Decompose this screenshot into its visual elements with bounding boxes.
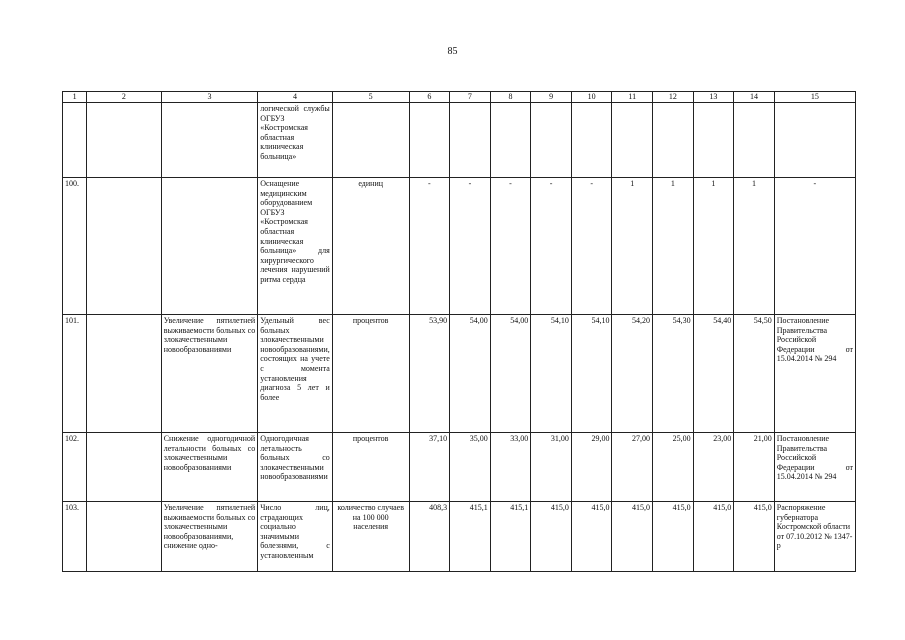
cell-value: 21,00 (734, 433, 775, 502)
cell-value: 415,1 (490, 502, 531, 572)
column-header: 13 (693, 92, 734, 103)
cell-value: 54,00 (450, 315, 491, 433)
cell-unit (332, 103, 409, 178)
cell-value: - (531, 178, 572, 315)
cell-col2 (87, 178, 162, 315)
cell-value: 415,0 (693, 502, 734, 572)
cell-value: 54,20 (612, 315, 653, 433)
cell-value: - (409, 178, 450, 315)
cell-value: - (450, 178, 491, 315)
cell-goal: Снижение одногодичной летальности больных со злокачественными новообразованиями (161, 433, 258, 502)
cell-value: 415,0 (571, 502, 612, 572)
cell-indicator: Оснащение медицинским оборудованием ОГБУЗ «Костромская областная клиническая больница» для хирургического лечения нарушений ритма сердца (258, 178, 333, 315)
cell-value: 415,0 (734, 502, 775, 572)
table-row (63, 178, 856, 315)
cell-value: 415,0 (612, 502, 653, 572)
cell-value: 29,00 (571, 433, 612, 502)
cell-value: 1 (734, 178, 775, 315)
column-header: 12 (653, 92, 694, 103)
cell-col2 (87, 315, 162, 433)
column-header: 4 (258, 92, 333, 103)
row-number: 100. (63, 178, 87, 315)
cell-value: 54,10 (531, 315, 572, 433)
cell-value: 23,00 (693, 433, 734, 502)
cell-indicator: Удельный вес больных злокачественными новообразованиями, состоящих на учете с момента установления диагноза 5 лет и более (258, 315, 333, 433)
page-number: 85 (447, 46, 458, 57)
column-header: 9 (531, 92, 572, 103)
cell-value (571, 103, 612, 178)
cell-goal (161, 103, 258, 178)
cell-basis: Постановление Правительства Российской Федерации от 15.04.2014 № 294 (774, 433, 855, 502)
cell-value (490, 103, 531, 178)
cell-col2 (87, 103, 162, 178)
cell-value: 54,40 (693, 315, 734, 433)
cell-value (734, 103, 775, 178)
cell-value (612, 103, 653, 178)
cell-indicator: Число лиц, страдающих социально значимыми болезнями, с установленным (258, 502, 333, 572)
cell-value (450, 103, 491, 178)
cell-unit: единиц (332, 178, 409, 315)
cell-col2 (87, 502, 162, 572)
row-number (63, 103, 87, 178)
cell-value: 31,00 (531, 433, 572, 502)
cell-value: 53,90 (409, 315, 450, 433)
row-number: 101. (63, 315, 87, 433)
cell-value: - (571, 178, 612, 315)
column-header: 10 (571, 92, 612, 103)
column-header: 5 (332, 92, 409, 103)
column-header: 11 (612, 92, 653, 103)
cell-value: 54,00 (490, 315, 531, 433)
cell-basis: Распоряжение губернатора Костромской области от 07.10.2012 № 1347-р (774, 502, 855, 572)
cell-value: 33,00 (490, 433, 531, 502)
cell-value: 25,00 (653, 433, 694, 502)
row-number: 103. (63, 502, 87, 572)
column-header: 6 (409, 92, 450, 103)
cell-goal: Увеличение пятилетней выживаемости больных со злокачественными новообразованиями (161, 315, 258, 433)
cell-value: 408,3 (409, 502, 450, 572)
table-row (63, 103, 856, 178)
column-header: 15 (774, 92, 855, 103)
cell-value: 1 (612, 178, 653, 315)
cell-value (653, 103, 694, 178)
column-header: 3 (161, 92, 258, 103)
cell-goal (161, 178, 258, 315)
column-header: 1 (63, 92, 87, 103)
cell-value: 415,1 (450, 502, 491, 572)
cell-value: 1 (693, 178, 734, 315)
cell-unit: количество случаев на 100 000 населения (332, 502, 409, 572)
row-number: 102. (63, 433, 87, 502)
column-number-row (63, 92, 856, 103)
table-row (63, 433, 856, 502)
cell-value: 415,0 (653, 502, 694, 572)
cell-value (693, 103, 734, 178)
cell-value (409, 103, 450, 178)
cell-value (531, 103, 572, 178)
indicators-table (62, 91, 856, 572)
cell-value: 415,0 (531, 502, 572, 572)
cell-value: 54,50 (734, 315, 775, 433)
cell-value: 27,00 (612, 433, 653, 502)
cell-unit: процентов (332, 315, 409, 433)
cell-value: 37,10 (409, 433, 450, 502)
cell-basis: Постановление Правительства Российской Федерации от 15.04.2014 № 294 (774, 315, 855, 433)
cell-indicator: Одногодичная летальность больных со злокачественными новообразованиями (258, 433, 333, 502)
table-row (63, 315, 856, 433)
table-row (63, 502, 856, 572)
column-header: 7 (450, 92, 491, 103)
cell-value: - (490, 178, 531, 315)
cell-unit: процентов (332, 433, 409, 502)
column-header: 2 (87, 92, 162, 103)
cell-basis: - (774, 178, 855, 315)
column-header: 14 (734, 92, 775, 103)
cell-indicator: логической службы ОГБУЗ «Костромская областная клиническая больница» (258, 103, 333, 178)
cell-value: 1 (653, 178, 694, 315)
column-header: 8 (490, 92, 531, 103)
cell-col2 (87, 433, 162, 502)
cell-goal: Увеличение пятилетней выживаемости больных со злокачественными новообразованиями, снижение одно- (161, 502, 258, 572)
cell-value: 35,00 (450, 433, 491, 502)
cell-value: 54,10 (571, 315, 612, 433)
cell-value: 54,30 (653, 315, 694, 433)
cell-basis (774, 103, 855, 178)
